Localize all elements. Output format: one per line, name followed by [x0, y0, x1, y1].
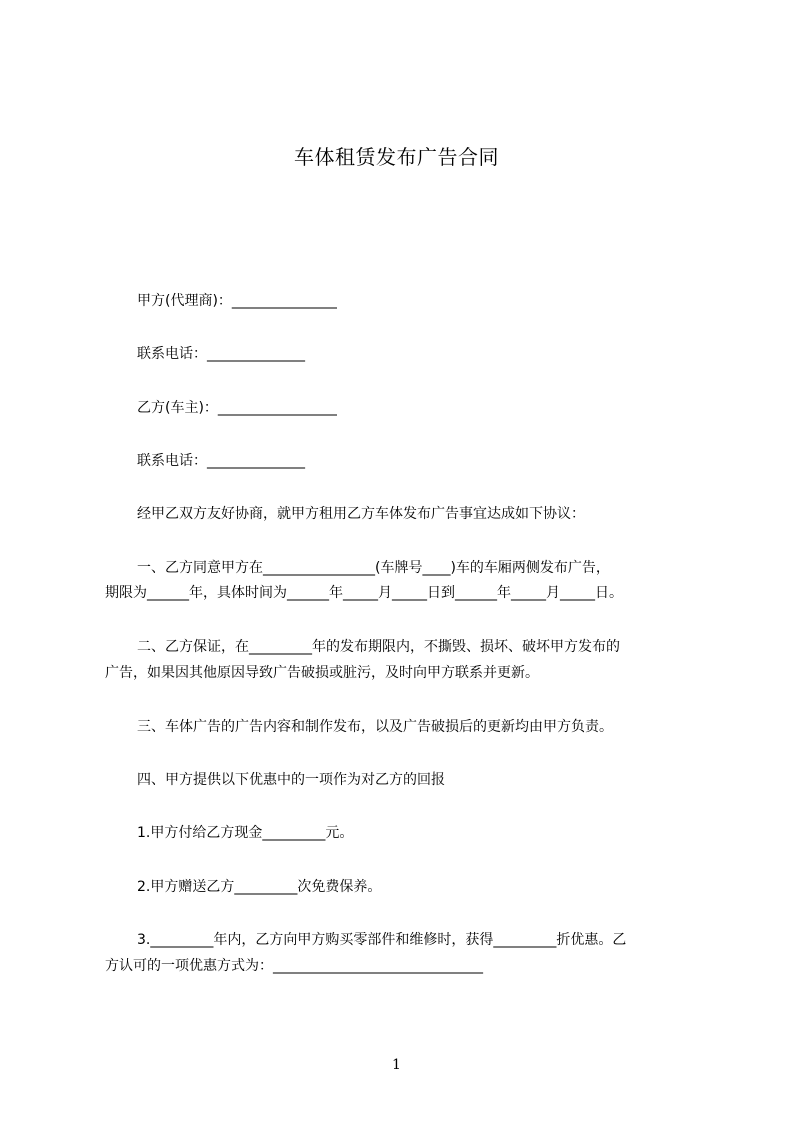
- clause-4: 四、甲方提供以下优惠中的一项作为对乙方的回报: [137, 772, 445, 788]
- clause-1-line-1: 一、乙方同意甲方在________________(车牌号____)车的车厢两侧发布广告，: [137, 560, 610, 576]
- option-2: 2.甲方赠送乙方_________次免费保养。: [137, 879, 382, 895]
- intro-paragraph: 经甲乙双方友好协商，就甲方租用乙方车体发布广告事宜达成如下协议：: [137, 506, 585, 522]
- page-number: 1: [392, 1057, 401, 1073]
- party-a-line: 甲方(代理商)：_______________: [137, 293, 337, 309]
- clause-2-line-1: 二、乙方保证，在_________年的发布期限内，不撕毁、损坏、破坏甲方发布的: [137, 639, 620, 655]
- clause-3: 三、车体广告的广告内容和制作发布，以及广告破损后的更新均由甲方负责。: [137, 719, 613, 735]
- clause-2-line-2: 广告，如果因其他原因导致广告破损或脏污，及时向甲方联系并更新。: [105, 665, 539, 681]
- party-a-phone-line: 联系电话：______________: [137, 346, 305, 362]
- clause-1-line-2: 期限为______年，具体时间为______年_____月_____日到______年_____月_____日。: [105, 585, 623, 601]
- document-title: 车体租赁发布广告合同: [294, 145, 499, 169]
- option-3-line-1: 3._________年内，乙方向甲方购买零部件和维修时，获得_________折优惠。乙: [137, 932, 627, 948]
- option-3-line-2: 方认可的一项优惠方式为：______________________________: [105, 958, 483, 974]
- party-b-phone-line: 联系电话：______________: [137, 453, 305, 469]
- party-b-line: 乙方(车主)：_________________: [137, 400, 337, 416]
- option-1: 1.甲方付给乙方现金_________元。: [137, 825, 354, 841]
